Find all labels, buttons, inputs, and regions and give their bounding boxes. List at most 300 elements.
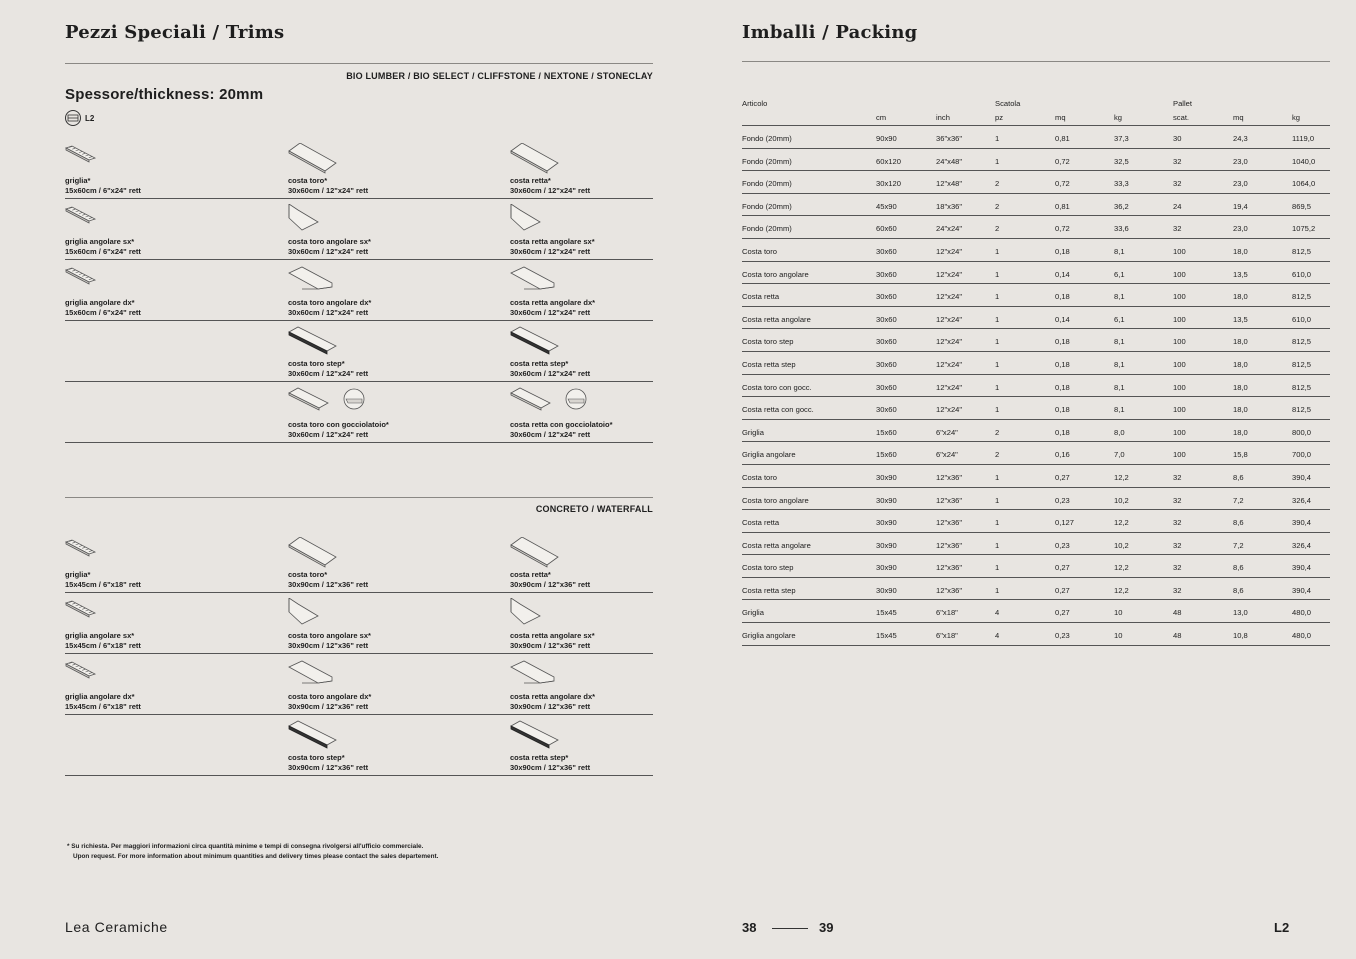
trim-size: 30x60cm / 12"x24" rett	[510, 307, 591, 317]
table-cell: Costa retta step	[742, 359, 796, 369]
table-cell: 30x90	[876, 585, 897, 595]
trim-row-divider	[65, 259, 653, 260]
table-cell: Fondo (20mm)	[742, 134, 792, 143]
table-cell: 6,1	[1114, 314, 1125, 324]
trim-item	[288, 265, 498, 321]
table-row	[742, 465, 1330, 488]
table-cell: 23,0	[1233, 179, 1248, 189]
table-cell: 0,18	[1055, 292, 1070, 302]
table-cell: 390,4	[1292, 472, 1312, 482]
table-cell: 30x60	[876, 269, 897, 279]
table-cell: 390,4	[1292, 563, 1312, 573]
table-cell: 30x90	[876, 495, 897, 505]
table-cell: Griglia angolare	[742, 450, 796, 460]
header-article: Articolo	[742, 99, 768, 108]
trim-size: 15x60cm / 6"x24" rett	[65, 246, 141, 256]
col-pallet-mq: mq	[1233, 113, 1244, 122]
table-cell: 24"x24"	[936, 224, 963, 234]
table-cell: 18"x36"	[936, 201, 963, 211]
trim-size: 30x90cm / 12"x36" rett	[288, 701, 369, 711]
table-cell: 30x60	[876, 246, 897, 256]
trim-label	[510, 298, 595, 317]
trim-item	[510, 326, 720, 382]
trim-name: costa retta step*	[510, 753, 569, 762]
table-cell: 7,0	[1114, 450, 1125, 460]
trim-size: 30x60cm / 12"x24" rett	[510, 368, 591, 378]
col-box-kg: kg	[1114, 113, 1123, 122]
table-cell: 4	[995, 631, 1000, 641]
table-cell: 812,5	[1292, 292, 1312, 302]
table-row	[742, 555, 1330, 578]
table-cell: 100	[1173, 382, 1186, 392]
table-cell: 33,6	[1114, 224, 1129, 234]
table-cell: 12"x24"	[936, 269, 963, 279]
table-cell: 0,18	[1055, 405, 1070, 415]
table-cell: 100	[1173, 450, 1186, 460]
table-cell: 480,0	[1292, 608, 1312, 618]
trim-item	[510, 537, 720, 593]
table-cell: Costa retta con gocc.	[742, 405, 814, 415]
table-cell: 18,0	[1233, 292, 1248, 302]
table-cell: 100	[1173, 269, 1186, 279]
trim-label	[65, 692, 141, 711]
trim-name: costa toro angolare dx*	[288, 298, 372, 307]
table-cell: 869,5	[1292, 201, 1312, 211]
table-cell: 12"x36"	[936, 495, 963, 505]
trim-label	[288, 176, 368, 195]
table-cell: 812,5	[1292, 382, 1312, 392]
table-cell: 8,1	[1114, 405, 1125, 415]
table-cell: 8,1	[1114, 359, 1125, 369]
table-cell: 32	[1173, 518, 1182, 528]
table-cell: 1	[995, 472, 1000, 482]
table-cell: 1	[995, 359, 1000, 369]
trim-name: griglia*	[65, 570, 91, 579]
table-cell: Costa toro angolare	[742, 495, 809, 505]
table-row	[742, 420, 1330, 443]
col-pz: pz	[995, 113, 1004, 122]
trim-item	[510, 720, 720, 776]
table-cell: 18,0	[1233, 427, 1248, 437]
table-row	[742, 397, 1330, 420]
trim-label	[288, 420, 389, 439]
trim-item	[288, 204, 498, 260]
table-cell: 2	[995, 450, 1000, 460]
trim-name: costa toro step*	[288, 753, 345, 762]
table-cell: Costa retta step	[742, 585, 796, 595]
packing-table-header	[742, 96, 1330, 126]
table-cell: 10,8	[1233, 631, 1248, 641]
table-cell: 480,0	[1292, 631, 1312, 641]
table-cell: 18,0	[1233, 246, 1248, 256]
table-row	[742, 578, 1330, 601]
table-cell: 32	[1173, 472, 1182, 482]
table-cell: 0,72	[1055, 179, 1070, 189]
trim-size: 30x60cm / 12"x24" rett	[510, 429, 591, 439]
trim-item	[65, 143, 275, 199]
trim-name: costa toro angolare sx*	[288, 631, 371, 640]
trim-item	[510, 387, 720, 443]
table-row	[742, 262, 1330, 285]
table-cell: 8,1	[1114, 382, 1125, 392]
trim-name: costa retta*	[510, 570, 551, 579]
trim-size: 30x90cm / 12"x36" rett	[510, 701, 591, 711]
trim-item	[510, 265, 720, 321]
trim-size: 15x45cm / 6"x18" rett	[65, 640, 141, 650]
col-pallet-kg: kg	[1292, 113, 1301, 122]
table-cell: 30x90	[876, 563, 897, 573]
table-cell: 100	[1173, 337, 1186, 347]
rectified-icon	[65, 110, 81, 126]
table-cell: 6"x24"	[936, 427, 958, 437]
table-cell: 0,27	[1055, 585, 1070, 595]
table-cell: 12,2	[1114, 518, 1129, 528]
table-cell: Costa toro angolare	[742, 269, 809, 279]
table-cell: 1064,0	[1292, 179, 1316, 189]
col-box-mq: mq	[1055, 113, 1066, 122]
trim-name: costa toro con gocciolatoio*	[288, 420, 389, 429]
table-cell: 90x90	[876, 134, 897, 143]
table-cell: 23,0	[1233, 224, 1248, 234]
section2-brands: CONCRETO / WATERFALL	[535, 504, 653, 514]
table-row	[742, 352, 1330, 375]
table-cell: 32	[1173, 540, 1182, 550]
table-cell: 0,23	[1055, 495, 1070, 505]
table-cell: 0,81	[1055, 134, 1070, 143]
table-cell: 12,2	[1114, 585, 1129, 595]
table-cell: 30x90	[876, 518, 897, 528]
table-cell: 10	[1114, 631, 1123, 641]
table-cell: 610,0	[1292, 314, 1312, 324]
table-cell: 100	[1173, 246, 1186, 256]
left-page-title: Pezzi Speciali / Trims	[65, 22, 285, 43]
trim-name: griglia angolare dx*	[65, 692, 135, 701]
table-cell: 0,23	[1055, 631, 1070, 641]
trim-label	[510, 753, 590, 772]
table-cell: 32	[1173, 156, 1182, 166]
trim-label	[510, 176, 590, 195]
table-cell: 6"x18"	[936, 608, 958, 618]
trim-item	[288, 720, 498, 776]
table-cell: Costa retta	[742, 292, 780, 302]
trim-row-divider	[65, 320, 653, 321]
packing-table-body	[742, 126, 1330, 646]
trim-name: griglia angolare sx*	[65, 631, 135, 640]
trim-row-divider	[65, 592, 653, 593]
table-cell: 1	[995, 269, 1000, 279]
table-cell: 12"x36"	[936, 540, 963, 550]
trim-name: costa toro angolare sx*	[288, 237, 371, 246]
trim-name: costa toro step*	[288, 359, 345, 368]
table-cell: 812,5	[1292, 246, 1312, 256]
table-cell: 12,2	[1114, 472, 1129, 482]
trim-label	[65, 298, 141, 317]
table-cell: 700,0	[1292, 450, 1312, 460]
table-cell: 30x60	[876, 337, 897, 347]
table-cell: 30x60	[876, 292, 897, 302]
footnote	[67, 842, 438, 861]
table-cell: 1	[995, 405, 1000, 415]
table-cell: 0,27	[1055, 563, 1070, 573]
table-cell: 13,5	[1233, 269, 1248, 279]
table-cell: 32	[1173, 585, 1182, 595]
table-cell: 8,6	[1233, 585, 1244, 595]
table-cell: 18,0	[1233, 405, 1248, 415]
table-cell: 60x120	[876, 156, 901, 166]
table-cell: 13,0	[1233, 608, 1248, 618]
table-cell: 0,27	[1055, 608, 1070, 618]
trim-item	[288, 387, 498, 443]
col-scat: scat.	[1173, 113, 1190, 122]
trim-item	[510, 598, 720, 654]
trim-size: 30x90cm / 12"x36" rett	[288, 579, 369, 589]
footnote-english: Upon request. For more information about minimum quantities and delivery times please contact the sales departement.	[73, 852, 439, 860]
trim-item	[65, 537, 275, 593]
trim-size: 30x60cm / 12"x24" rett	[510, 185, 591, 195]
table-cell: 1	[995, 563, 1000, 573]
table-cell: 23,0	[1233, 156, 1248, 166]
trim-name: costa toro*	[288, 570, 328, 579]
table-cell: 0,127	[1055, 518, 1075, 528]
trim-name: griglia angolare dx*	[65, 298, 135, 307]
table-cell: 48	[1173, 608, 1182, 618]
table-cell: 37,3	[1114, 134, 1129, 143]
table-cell: 6"x24"	[936, 450, 958, 460]
table-cell: Costa toro	[742, 472, 778, 482]
table-cell: Costa retta	[742, 518, 780, 528]
table-row	[742, 533, 1330, 556]
table-cell: 10,2	[1114, 495, 1129, 505]
table-cell: 8,0	[1114, 427, 1125, 437]
table-cell: 32,5	[1114, 156, 1129, 166]
section1-brands: BIO LUMBER / BIO SELECT / CLIFFSTONE / NEXTONE / STONECLAY	[346, 71, 653, 81]
table-cell: 1	[995, 134, 1000, 143]
table-cell: 12"x24"	[936, 359, 963, 369]
table-row	[742, 510, 1330, 533]
table-cell: 1	[995, 518, 1000, 528]
trim-label	[65, 631, 141, 650]
table-cell: 1	[995, 246, 1000, 256]
table-cell: 18,0	[1233, 337, 1248, 347]
table-cell: 30x90	[876, 540, 897, 550]
table-cell: 812,5	[1292, 359, 1312, 369]
table-row	[742, 171, 1330, 194]
table-cell: 36,2	[1114, 201, 1129, 211]
table-cell: 48	[1173, 631, 1182, 641]
trim-name: costa retta angolare dx*	[510, 298, 596, 307]
trim-label	[510, 692, 595, 711]
table-cell: 30x120	[876, 179, 901, 189]
table-row	[742, 623, 1330, 646]
trim-item	[288, 537, 498, 593]
table-row	[742, 284, 1330, 307]
trim-size: 15x60cm / 6"x24" rett	[65, 185, 141, 195]
series-badge	[65, 110, 94, 126]
table-cell: 0,81	[1055, 201, 1070, 211]
table-cell: 30x60	[876, 314, 897, 324]
trim-label	[510, 359, 590, 378]
trim-size: 30x60cm / 12"x24" rett	[510, 246, 591, 256]
table-cell: 30x60	[876, 405, 897, 415]
trim-size: 30x90cm / 12"x36" rett	[288, 640, 369, 650]
trim-item	[65, 265, 275, 321]
table-cell: 610,0	[1292, 269, 1312, 279]
trim-size: 30x60cm / 12"x24" rett	[288, 368, 369, 378]
table-cell: 15x45	[876, 608, 897, 618]
col-cm: cm	[876, 113, 887, 122]
table-cell: 18,0	[1233, 382, 1248, 392]
table-cell: 1	[995, 156, 1000, 166]
trim-row-divider	[65, 381, 653, 382]
table-cell: 6"x18"	[936, 631, 958, 641]
table-cell: 15x60	[876, 427, 897, 437]
table-row	[742, 194, 1330, 217]
table-cell: 8,6	[1233, 563, 1244, 573]
table-cell: 0,72	[1055, 224, 1070, 234]
trim-item	[510, 143, 720, 199]
table-cell: 390,4	[1292, 518, 1312, 528]
table-cell: 2	[995, 201, 1000, 211]
table-cell: 33,3	[1114, 179, 1129, 189]
table-cell: Fondo (20mm)	[742, 179, 792, 189]
table-cell: 12"x24"	[936, 337, 963, 347]
table-row	[742, 375, 1330, 398]
trim-label	[288, 298, 371, 317]
trim-label	[65, 570, 141, 589]
table-cell: 1	[995, 540, 1000, 550]
trim-row-divider	[65, 775, 653, 776]
trim-size: 30x90cm / 12"x36" rett	[510, 640, 591, 650]
trim-label	[288, 570, 368, 589]
table-cell: 1075,2	[1292, 224, 1316, 234]
table-row	[742, 216, 1330, 239]
trim-item	[288, 143, 498, 199]
table-cell: 6,1	[1114, 269, 1125, 279]
table-cell: 12"x24"	[936, 382, 963, 392]
table-cell: 24,3	[1233, 134, 1248, 143]
trim-name: costa retta*	[510, 176, 551, 185]
series-code: L2	[1274, 920, 1290, 935]
trim-label	[65, 237, 141, 256]
table-cell: 1	[995, 495, 1000, 505]
table-cell: 0,14	[1055, 314, 1070, 324]
trim-size: 30x60cm / 12"x24" rett	[288, 307, 369, 317]
table-cell: Costa toro step	[742, 337, 794, 347]
trim-size: 30x60cm / 12"x24" rett	[288, 246, 369, 256]
table-cell: 100	[1173, 405, 1186, 415]
trim-name: costa retta step*	[510, 359, 569, 368]
table-cell: Fondo (20mm)	[742, 156, 792, 166]
page-number-right: 39	[819, 920, 834, 935]
table-cell: Fondo (20mm)	[742, 224, 792, 234]
table-cell: 0,18	[1055, 382, 1070, 392]
table-cell: 19,4	[1233, 201, 1248, 211]
table-cell: Costa toro step	[742, 563, 794, 573]
trim-label	[288, 753, 368, 772]
trim-name: costa retta angolare dx*	[510, 692, 596, 701]
table-cell: 10	[1114, 608, 1123, 618]
trim-size: 30x60cm / 12"x24" rett	[288, 429, 369, 439]
page-number-separator	[772, 928, 808, 929]
table-cell: 12"x24"	[936, 405, 963, 415]
trim-label	[65, 176, 141, 195]
table-cell: 60x60	[876, 224, 897, 234]
table-cell: 24	[1173, 201, 1182, 211]
table-cell: 7,2	[1233, 540, 1244, 550]
trim-label	[288, 359, 368, 378]
table-cell: Costa retta angolare	[742, 314, 811, 324]
table-cell: 8,1	[1114, 337, 1125, 347]
table-cell: 0,18	[1055, 427, 1070, 437]
section2-divider	[65, 497, 653, 498]
table-cell: 8,1	[1114, 246, 1125, 256]
table-cell: 7,2	[1233, 495, 1244, 505]
table-cell: 30x60	[876, 359, 897, 369]
table-cell: 100	[1173, 292, 1186, 302]
table-cell: Griglia	[742, 427, 764, 437]
trim-label	[510, 631, 595, 650]
table-cell: 2	[995, 224, 1000, 234]
table-cell: 1	[995, 382, 1000, 392]
table-cell: 32	[1173, 224, 1182, 234]
table-cell: 1	[995, 292, 1000, 302]
table-cell: 812,5	[1292, 405, 1312, 415]
trim-name: griglia*	[65, 176, 91, 185]
page-number-left: 38	[742, 920, 757, 935]
table-cell: 326,4	[1292, 540, 1312, 550]
table-cell: 0,27	[1055, 472, 1070, 482]
brand-name: Lea Ceramiche	[65, 919, 168, 935]
table-cell: 0,16	[1055, 450, 1070, 460]
table-cell: 100	[1173, 427, 1186, 437]
trim-size: 30x90cm / 12"x36" rett	[510, 762, 591, 772]
table-cell: 12"x24"	[936, 314, 963, 324]
table-cell: 30x60	[876, 382, 897, 392]
trim-name: griglia angolare sx*	[65, 237, 135, 246]
table-cell: 0,18	[1055, 246, 1070, 256]
trim-label	[510, 237, 595, 256]
table-cell: 800,0	[1292, 427, 1312, 437]
trim-item	[288, 326, 498, 382]
table-row	[742, 149, 1330, 172]
trim-row-divider	[65, 653, 653, 654]
table-cell: Griglia angolare	[742, 631, 796, 641]
table-cell: 30	[1173, 134, 1182, 143]
trim-item	[510, 659, 720, 715]
table-cell: 8,6	[1233, 518, 1244, 528]
trim-size: 15x60cm / 6"x24" rett	[65, 307, 141, 317]
table-cell: 30x90	[876, 472, 897, 482]
table-cell: 0,14	[1055, 269, 1070, 279]
table-cell: 24"x48"	[936, 156, 963, 166]
trim-size: 30x90cm / 12"x36" rett	[510, 579, 591, 589]
header-box: Scatola	[995, 99, 1021, 108]
trim-row-divider	[65, 714, 653, 715]
table-cell: 12"x36"	[936, 585, 963, 595]
table-row	[742, 239, 1330, 262]
table-cell: 36"x36"	[936, 134, 963, 143]
table-cell: 12"x24"	[936, 292, 963, 302]
table-row	[742, 307, 1330, 330]
table-cell: 1	[995, 314, 1000, 324]
footnote-italian: * Su richiesta. Per maggiori informazioni circa quantità minime e tempi di consegna rivolgersi all'ufficio commerciale.	[67, 843, 424, 850]
trim-label	[288, 692, 371, 711]
table-cell: 45x90	[876, 201, 897, 211]
table-cell: 8,6	[1233, 472, 1244, 482]
table-cell: 0,18	[1055, 359, 1070, 369]
trim-item	[65, 659, 275, 715]
table-cell: 812,5	[1292, 337, 1312, 347]
